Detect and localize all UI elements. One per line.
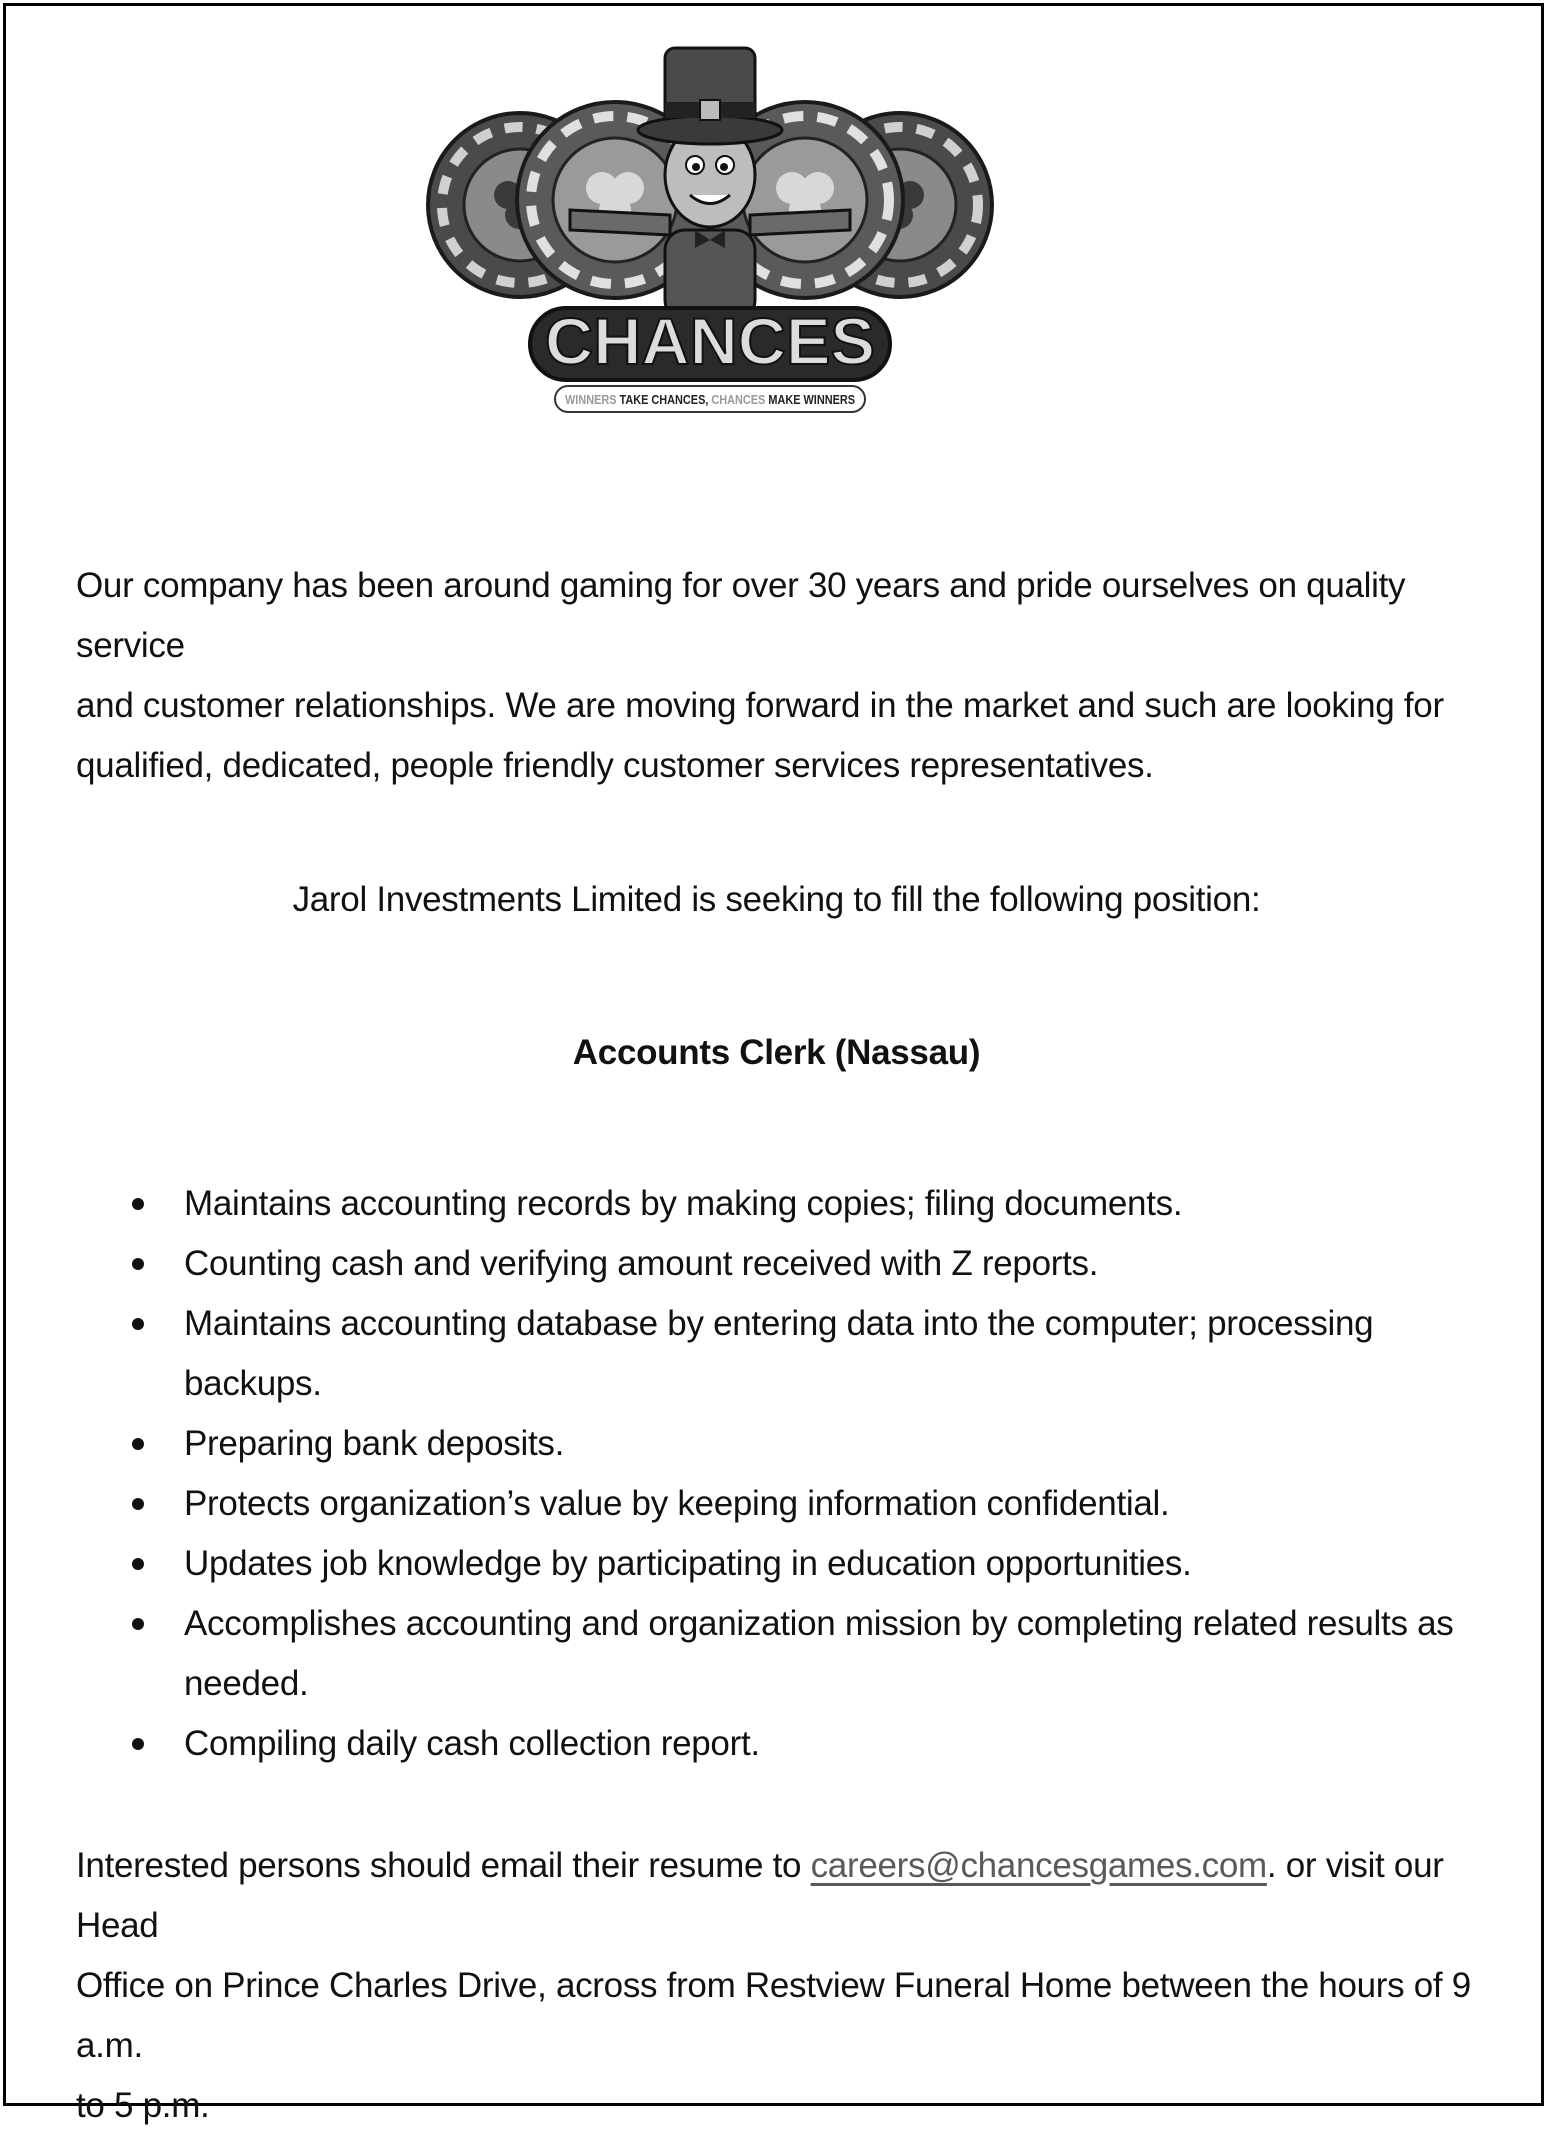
- list-item: [122, 1234, 1502, 1294]
- duty-text: Maintains accounting database by entering data into the computer; processing backups.: [184, 1304, 1374, 1403]
- logo-wordmark: CHANCES: [545, 304, 875, 378]
- email-link[interactable]: careers@chancesgames.com: [810, 1846, 1267, 1885]
- bullet-dot-icon: [132, 1498, 144, 1510]
- list-item: [122, 1714, 1502, 1774]
- duty-text: Maintains accounting records by making copies; filing documents.: [184, 1184, 1183, 1223]
- duty-text: Preparing bank deposits.: [184, 1424, 564, 1463]
- intro-line: qualified, dedicated, people friendly customer services representatives.: [76, 746, 1154, 785]
- list-item: [122, 1594, 1502, 1714]
- logo-tagline-part1: WINNERS: [565, 392, 627, 407]
- intro-line: Our company has been around gaming for over 30 years and pride ourselves on quality service: [76, 566, 1406, 665]
- duty-text: Accomplishes accounting and organization mission by completing related results as: [184, 1604, 1454, 1643]
- contact-text: Interested persons should email their resume to: [76, 1846, 811, 1885]
- seeking-statement: Jarol Investments Limited is seeking to fill the following position:: [292, 880, 1261, 919]
- logo-tagline: [565, 392, 873, 407]
- duties-list: [122, 1174, 1502, 1774]
- list-item: [122, 1294, 1502, 1414]
- duty-text: Updates job knowledge by participating in education opportunities.: [184, 1544, 1192, 1583]
- bullet-dot-icon: [132, 1618, 144, 1630]
- intro-paragraph: [76, 556, 1496, 796]
- bullet-dot-icon: [132, 1258, 144, 1270]
- chances-logo: [420, 40, 1000, 425]
- list-item: [122, 1414, 1502, 1474]
- contact-paragraph: [76, 1836, 1506, 2136]
- duty-text-continued: needed.: [184, 1664, 309, 1703]
- bullet-dot-icon: [132, 1738, 144, 1750]
- intro-line: and customer relationships. We are moving forward in the market and such are looking for: [76, 686, 1444, 725]
- position-title: Accounts Clerk (Nassau): [572, 1033, 981, 1072]
- bullet-dot-icon: [132, 1558, 144, 1570]
- duty-text: Counting cash and verifying amount received with Z reports.: [184, 1244, 1099, 1283]
- list-item: [122, 1174, 1502, 1234]
- logo-tagline-part4: MAKE WINNERS: [765, 392, 873, 407]
- contact-text: . or visit our Head: [76, 1846, 1444, 1945]
- bullet-dot-icon: [132, 1198, 144, 1210]
- duty-text: Compiling daily cash collection report.: [184, 1724, 760, 1763]
- bullet-dot-icon: [132, 1438, 144, 1450]
- contact-line: to 5 p.m.: [76, 2086, 210, 2125]
- contact-line: Office on Prince Charles Drive, across from Restview Funeral Home between the hours of 9 a.m.: [76, 1966, 1471, 2065]
- duty-text: Protects organization’s value by keeping information confidential.: [184, 1484, 1170, 1523]
- bullet-dot-icon: [132, 1318, 144, 1330]
- list-item: [122, 1534, 1502, 1594]
- contact-line: [76, 1836, 1506, 1956]
- logo-tagline-part3: CHANCES: [711, 392, 776, 407]
- logo-tagline-part2: TAKE CHANCES,: [616, 392, 730, 407]
- list-item: [122, 1474, 1502, 1534]
